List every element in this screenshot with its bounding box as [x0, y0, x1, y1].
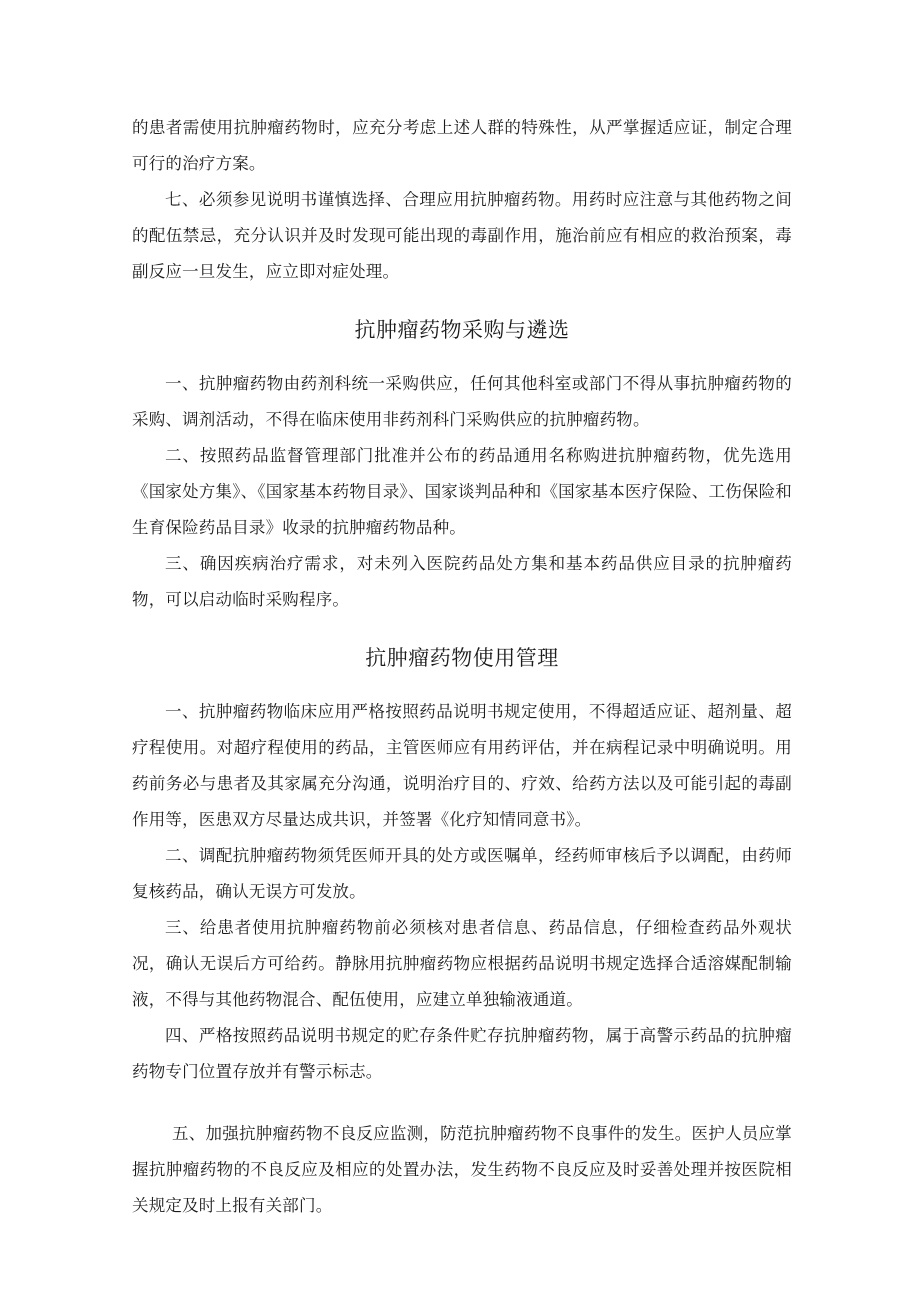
usage-paragraph-5: 五、加强抗肿瘤药物不良反应监测，防范抗肿瘤药物不良事件的发生。医护人员应掌握抗肿瘤药物的不良反应及相应的处置办法，发生药物不良反应及时妥善处理并按医院相关规定及时上报有关部门。 — [132, 1124, 792, 1215]
procurement-paragraph-3: 三、确因疾病治疗需求，对未列入医院药品处方集和基本药品供应目录的抗肿瘤药物，可以启动临时采购程序。 — [132, 554, 792, 609]
usage-paragraph-1: 一、抗肿瘤药物临床应用严格按照药品说明书规定使用，不得超适应证、超剂量、超疗程使用。对超疗程使用的药品，主管医师应有用药评估，并在病程记录中明确说明。用药前务必与患者及其家属充分沟通，说明治疗目的、疗效、给药方法以及可能引起的毒副作用等，医患双方尽量达成共识，并签署《化疗知情同意书》。 — [132, 702, 792, 829]
usage-paragraph-4: 四、严格按照药品说明书规定的贮存条件贮存抗肿瘤药物，属于高警示药品的抗肿瘤药物专门位置存放并有警示标志。 — [132, 1026, 792, 1081]
usage-paragraph-2: 二、调配抗肿瘤药物须凭医师开具的处方或医嘱单，经药师审核后予以调配，由药师复核药品，确认无误方可发放。 — [132, 846, 792, 901]
usage-paragraph-3: 三、给患者使用抗肿瘤药物前必须核对患者信息、药品信息，仔细检查药品外观状况，确认无误后方可给药。静脉用抗肿瘤药物应根据药品说明书规定选择合适溶媒配制输液，不得与其他药物混合、配伍使用，应建立单独输液通道。 — [132, 918, 792, 1009]
section-title-procurement: 抗肿瘤药物采购与遴选 — [354, 318, 570, 342]
document-page — [132, 110, 792, 1224]
procurement-paragraph-1: 一、抗肿瘤药物由药剂科统一采购供应，任何其他科室或部门不得从事抗肿瘤药物的采购、调剂活动，不得在临床使用非药剂科门采购供应的抗肿瘤药物。 — [132, 374, 792, 429]
procurement-paragraph-2: 二、按照药品监督管理部门批准并公布的药品通用名称购进抗肿瘤药物，优先选用《国家处方集》、《国家基本药物目录》、国家谈判品种和《国家基本医疗保险、工伤保险和生育保险药品目录》收录的抗肿瘤药物品种。 — [132, 446, 792, 537]
intro-paragraph-continued: 的患者需使用抗肿瘤药物时，应充分考虑上述人群的特殊性，从严掌握适应证，制定合理可行的治疗方案。 — [132, 118, 792, 173]
intro-paragraph-seven: 七、必须参见说明书谨慎选择、合理应用抗肿瘤药物。用药时应注意与其他药物之间的配伍禁忌，充分认识并及时发现可能出现的毒副作用，施治前应有相应的救治预案，毒副反应一旦发生，应立即对症处理。 — [132, 190, 792, 281]
paragraph-spacer — [132, 1090, 792, 1116]
section-title-usage: 抗肿瘤药物使用管理 — [365, 646, 559, 670]
